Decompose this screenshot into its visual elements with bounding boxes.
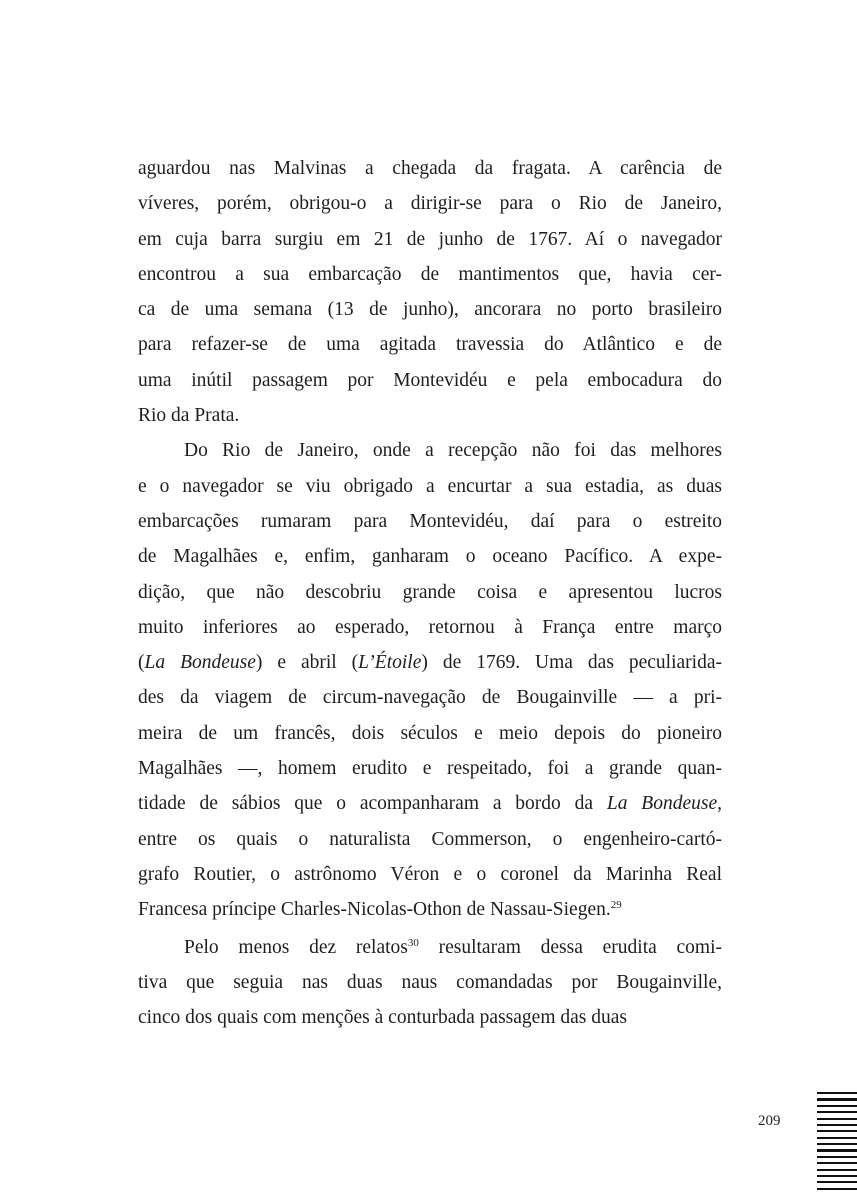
edge-stripe: [817, 1118, 857, 1120]
edge-stripe: [817, 1105, 857, 1107]
edge-stripe: [817, 1181, 857, 1183]
text-line: para refazer-se de uma agitada travessia do Atlântico e de: [138, 334, 722, 356]
edge-stripe: [817, 1137, 857, 1139]
edge-stripe: [817, 1175, 857, 1177]
text-line: de Magalhães e, enfim, ganharam o oceano Pacífico. A expe-: [138, 546, 722, 568]
text-line: víveres, porém, obrigou-o a dirigir-se para o Rio de Janeiro,: [138, 193, 722, 215]
text-line: Magalhães —, homem erudito e respeitado, foi a grande quan-: [138, 758, 722, 780]
text-line: uma inútil passagem por Montevidéu e pela embocadura do: [138, 369, 722, 391]
edge-stripe: [817, 1149, 857, 1151]
text-line: tiva que seguia nas duas naus comandadas por Bougainville,: [138, 971, 722, 993]
text-line: embarcações rumaram para Montevidéu, daí para o estreito: [138, 510, 722, 532]
edge-stripe: [817, 1169, 857, 1171]
edge-stripe: [817, 1143, 857, 1145]
text-line: Do Rio de Janeiro, onde a recepção não foi das melhores: [184, 440, 722, 462]
page-edge-stripes: [817, 1092, 857, 1194]
text-line: (La Bondeuse) e abril (L’Étoile) de 1769. Uma das peculiarida-: [138, 652, 722, 674]
edge-stripe: [817, 1130, 857, 1132]
text-line: cinco dos quais com menções à conturbada passagem das duas: [138, 1007, 627, 1029]
page-number: 209: [758, 1113, 781, 1129]
edge-stripe: [817, 1098, 857, 1100]
text-line: meira de um francês, dois séculos e meio depois do pioneiro: [138, 722, 722, 744]
text-line: aguardou nas Malvinas a chegada da fragata. A carência de: [138, 158, 722, 179]
paragraph: [138, 151, 722, 433]
text-line: tidade de sábios que o acompanharam a bordo da La Bondeuse,: [138, 793, 722, 815]
text-line: des da viagem de circum-navegação de Bougainville — a pri-: [138, 687, 722, 709]
text-line: encontrou a sua embarcação de mantimentos que, havia cer-: [138, 263, 722, 285]
text-line: muito inferiores ao esperado, retornou à França entre março: [138, 616, 722, 638]
edge-stripe: [817, 1124, 857, 1126]
text-line: Rio da Prata.: [138, 405, 240, 427]
edge-stripe: [817, 1188, 857, 1190]
paragraph: [138, 433, 722, 927]
text-line: Pelo menos dez relatos$^{30}$ resultaram dessa erudita comi-: [184, 936, 722, 958]
body-text: [138, 151, 722, 1035]
text-line: ca de uma semana (13 de junho), ancorara no porto brasileiro: [138, 299, 722, 321]
text-line: e o navegador se viu obrigado a encurtar a sua estadia, as duas: [138, 475, 722, 497]
text-line: grafo Routier, o astrônomo Véron e o coronel da Marinha Real: [138, 863, 722, 885]
edge-stripe: [817, 1156, 857, 1158]
text-line: Francesa príncipe Charles-Nicolas-Othon de Nassau-Siegen.$^{29}$: [138, 899, 622, 921]
text-line: dição, que não descobriu grande coisa e apresentou lucros: [138, 581, 722, 603]
edge-stripe: [817, 1111, 857, 1113]
edge-stripe: [817, 1092, 857, 1094]
edge-stripe: [817, 1162, 857, 1164]
text-line: entre os quais o naturalista Commerson, o engenheiro-cartó-: [138, 828, 722, 850]
text-line: em cuja barra surgiu em 21 de junho de 1767. Aí o navegador: [138, 228, 722, 250]
paragraph: [138, 930, 722, 1036]
